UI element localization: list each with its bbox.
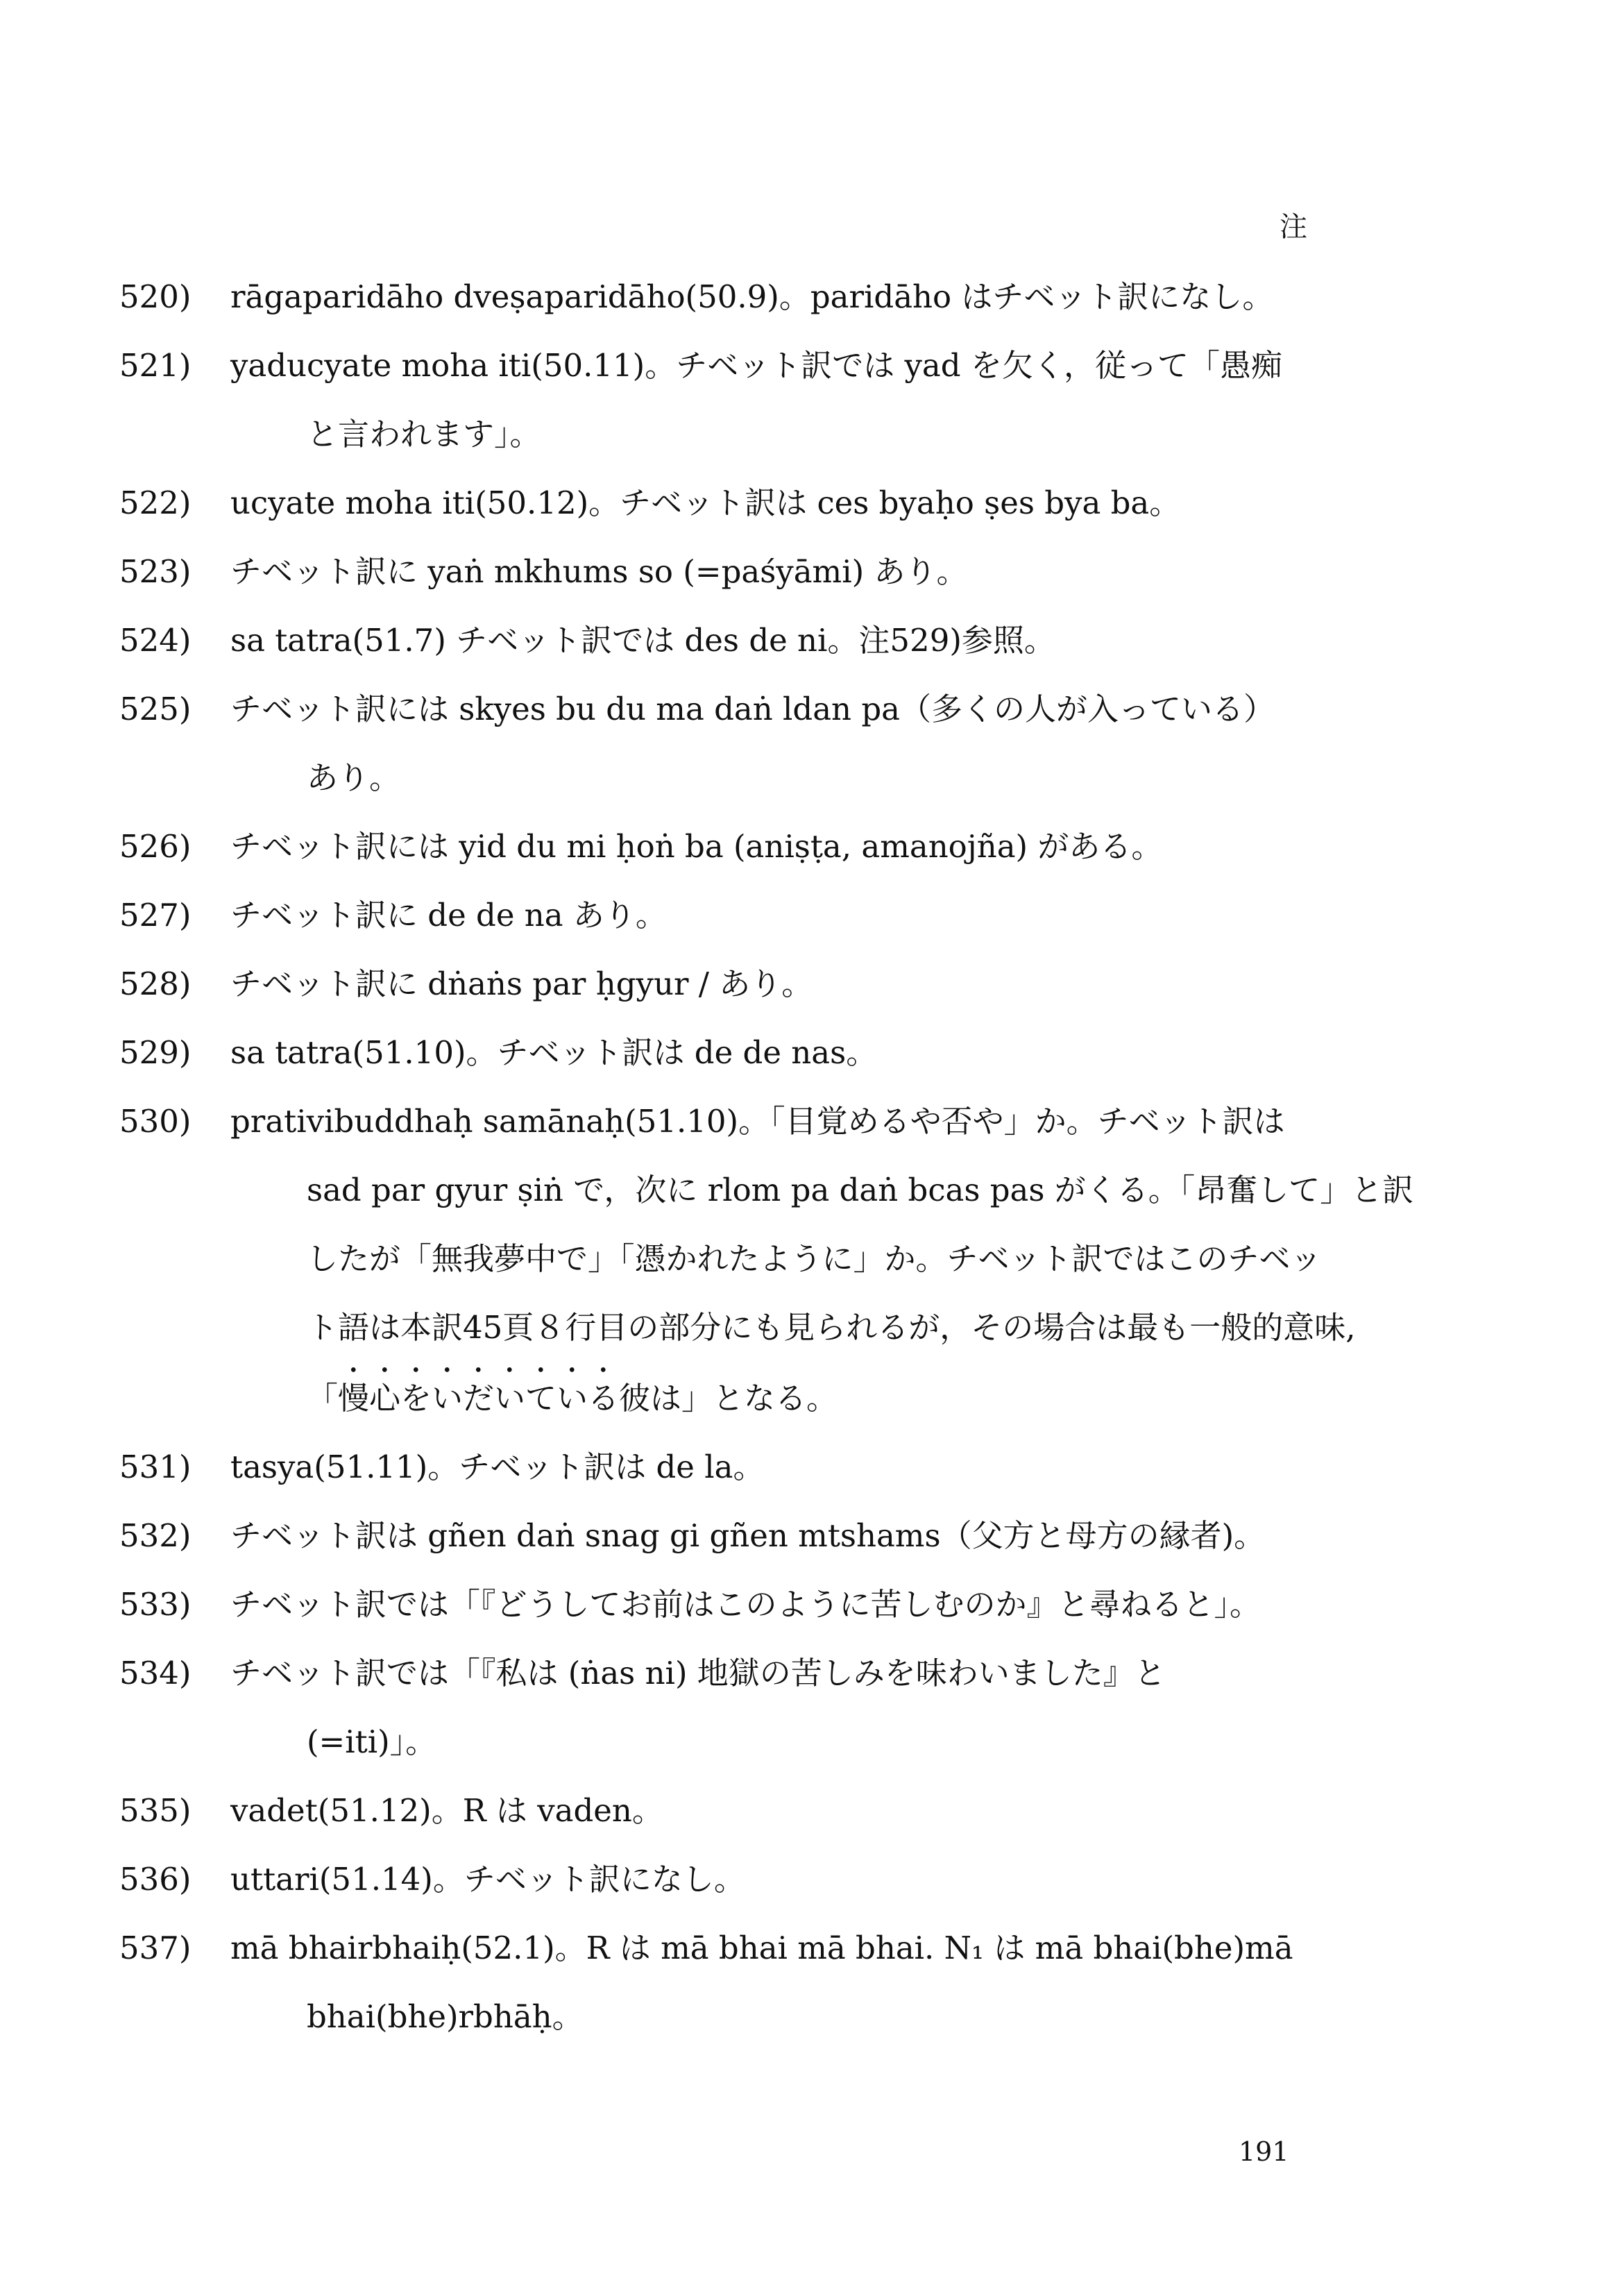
note-text [230, 606, 1368, 675]
note-item [119, 331, 1368, 469]
notes-list [119, 262, 1414, 2051]
note-line: チベット訳では「『私は (ṅas ni) 地獄の苦しみを味わいました』と [230, 1655, 1166, 1691]
note-number: 522) [119, 484, 192, 521]
note-line [230, 1362, 1413, 1433]
note-item [119, 949, 1368, 1018]
note-line: vadet(51.12)。R は vaden。 [230, 1792, 663, 1829]
note-line: mā bhairbhaiḥ(52.1)。R は mā bhai mā bhai. N₁ は mā bhai(bhe)mā [230, 1930, 1293, 1966]
note-line: tasya(51.11)。チベット訳は de la。 [230, 1449, 765, 1485]
note-number: 526) [119, 828, 192, 865]
emphasized-text: 慢心をいだいている [338, 1380, 620, 1417]
note-line: したが「無我夢中で」「憑かれたように」か。チベット訳ではこのチベッ [307, 1240, 1322, 1277]
note-item [119, 1018, 1368, 1087]
note-item [119, 881, 1368, 949]
note-number: 523) [119, 553, 192, 590]
note-number: 533) [119, 1586, 192, 1623]
note-number: 529) [119, 1034, 192, 1071]
note-text [230, 1087, 1413, 1433]
note-item [119, 1087, 1414, 1433]
note-number: 531) [119, 1449, 192, 1485]
note-text [230, 1639, 1368, 1776]
note-line: あり。 [307, 759, 401, 796]
note-text [230, 1776, 1368, 1845]
note-text [230, 1914, 1368, 2051]
note-number: 530) [119, 1103, 192, 1140]
note-line: チベット訳には yid du mi ḥoṅ ba (aniṣṭa, amanojña) がある。 [230, 828, 1163, 865]
note-text [230, 1845, 1368, 1914]
note-text [230, 1433, 1368, 1501]
note-line: チベット訳では「『どうしてお前はこのように苦しむのか』と尋ねると」。 [230, 1586, 1261, 1623]
note-item [119, 675, 1368, 812]
note-line: チベット訳に yaṅ mkhums so (=paśyāmi) あり。 [230, 553, 968, 590]
note-text [230, 1018, 1368, 1087]
note-fragment: 彼は」となる。 [619, 1380, 838, 1417]
page-number: 191 [1239, 2136, 1289, 2167]
note-item [119, 606, 1368, 675]
note-fragment: 「 [307, 1380, 339, 1417]
note-number: 534) [119, 1655, 192, 1691]
note-line: sa tatra(51.7) チベット訳では des de ni。注529)参照。 [230, 622, 1055, 659]
note-text [230, 1501, 1368, 1570]
note-line: チベット訳に de de na あり。 [230, 897, 667, 934]
note-text [230, 812, 1368, 881]
note-line: bhai(bhe)rbhāḥ。 [307, 1998, 584, 2035]
note-item [119, 262, 1368, 331]
note-text [230, 949, 1368, 1018]
note-line: uttari(51.14)。チベット訳になし。 [230, 1861, 745, 1898]
note-item [119, 1570, 1368, 1639]
note-item [119, 537, 1368, 606]
note-item [119, 1845, 1368, 1914]
note-number: 520) [119, 278, 192, 315]
note-item [119, 1433, 1368, 1501]
note-line: チベット訳は gñen daṅ snag gi gñen mtshams（父方と母方の縁者)。 [230, 1517, 1266, 1554]
note-text [230, 537, 1368, 606]
note-number: 524) [119, 622, 192, 659]
note-item [119, 1639, 1368, 1776]
note-text [230, 881, 1368, 949]
note-number: 532) [119, 1517, 192, 1554]
note-item [119, 1501, 1368, 1570]
note-text [230, 331, 1368, 469]
note-text [230, 262, 1368, 331]
note-text [230, 469, 1368, 537]
note-line: (=iti)」。 [307, 1723, 437, 1760]
note-text [230, 1570, 1368, 1639]
note-line: sa tatra(51.10)。チベット訳は de de nas。 [230, 1034, 878, 1071]
note-item [119, 812, 1368, 881]
note-text [230, 675, 1368, 812]
note-number: 528) [119, 965, 192, 1002]
note-line: rāgaparidāho dveṣaparidāho(50.9)。paridāho はチベット訳になし。 [230, 278, 1274, 315]
note-line: ucyate moha iti(50.12)。チベット訳は ces byaḥo ṣes bya ba。 [230, 484, 1181, 521]
note-number: 527) [119, 897, 192, 934]
note-item [119, 1914, 1368, 2051]
note-number: 537) [119, 1930, 192, 1966]
note-item [119, 469, 1368, 537]
section-header: 注 [1280, 211, 1307, 243]
note-line: ト語は本訳45頁８行目の部分にも見られるが，その場合は最も一般的意味, [307, 1309, 1356, 1346]
note-line: prativibuddhaḥ samānaḥ(51.10)。「目覚めるや否や」か。チベット訳は [230, 1103, 1285, 1140]
note-line: チベット訳に dṅaṅs par ḥgyur / あり。 [230, 965, 813, 1002]
note-item [119, 1776, 1368, 1845]
note-number: 536) [119, 1861, 192, 1898]
note-line: yaducyate moha iti(50.11)。チベット訳では yad を欠く，従って「愚痴 [230, 347, 1282, 384]
note-number: 521) [119, 347, 192, 384]
note-number: 525) [119, 691, 192, 727]
note-number: 535) [119, 1792, 192, 1829]
note-line: と言われます」。 [307, 416, 541, 453]
note-line: sad par gyur ṣiṅ で，次に rlom pa daṅ bcas pas がくる。「昂奮して」と訳 [307, 1172, 1414, 1208]
note-line: チベット訳には skyes bu du ma daṅ ldan pa（多くの人が入っている） [230, 691, 1275, 727]
